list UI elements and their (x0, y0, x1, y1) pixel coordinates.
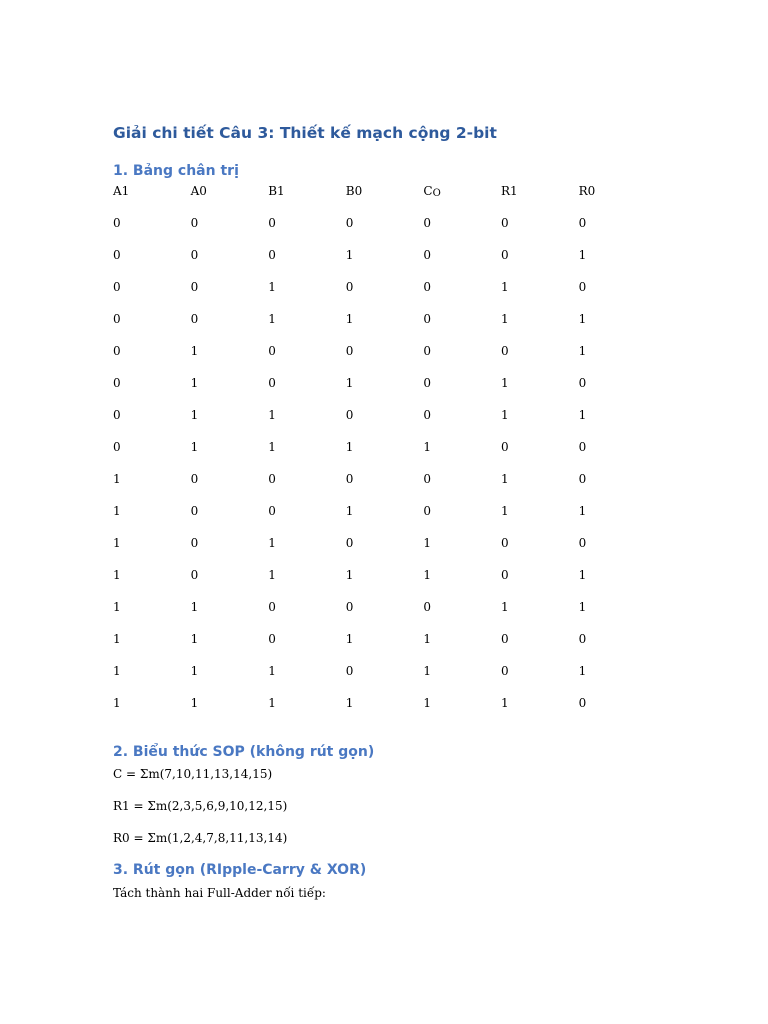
table-row (113, 344, 656, 376)
section-body-text: Tách thành hai Full-Adder nối tiếp: (113, 886, 326, 900)
table-cell: 0 (578, 472, 587, 486)
column-header-label: B0 (345, 184, 363, 198)
table-row (113, 696, 656, 728)
sop-expression-r1: R1 = Σm(2,3,5,6,9,10,12,15) (113, 799, 288, 813)
table-cell: 1 (268, 568, 276, 582)
table-cell: 1 (500, 504, 509, 518)
column-header (579, 184, 657, 216)
table-cell: 1 (345, 632, 354, 646)
column-header-label: R1 (500, 184, 518, 198)
table-cell: 0 (578, 536, 587, 550)
table-cell: 1 (113, 568, 121, 582)
table-cell: 1 (345, 376, 354, 390)
table-cell: 1 (113, 536, 121, 550)
document-title: Giải chi tiết Câu 3: Thiết kế mạch cộng 2-bit (113, 124, 497, 142)
table-cell: 1 (345, 696, 354, 710)
table-row (113, 248, 656, 280)
table-cell: 0 (500, 216, 509, 230)
table-cell: 1 (190, 632, 199, 646)
table-cell: 0 (268, 632, 276, 646)
table-cell: 1 (345, 504, 354, 518)
column-header (423, 184, 501, 216)
table-cell: 0 (500, 344, 509, 358)
column-header-label: C (423, 184, 433, 198)
table-cell: 0 (423, 344, 432, 358)
table-cell: 1 (345, 568, 354, 582)
table-cell: 1 (423, 664, 432, 678)
table-cell: 0 (113, 376, 121, 390)
table-cell: 0 (345, 664, 354, 678)
table-cell: 1 (500, 312, 509, 326)
table-cell: 1 (423, 696, 432, 710)
table-cell: 1 (190, 376, 199, 390)
table-cell: 1 (578, 408, 587, 422)
table-cell: 1 (113, 600, 121, 614)
table-cell: 1 (345, 440, 354, 454)
table-cell: 1 (113, 472, 121, 486)
table-cell: 1 (113, 504, 121, 518)
table-cell: 1 (268, 664, 276, 678)
table-cell: 1 (578, 344, 587, 358)
table-row (113, 472, 656, 504)
table-cell: 0 (113, 248, 121, 262)
table-cell: 0 (578, 632, 587, 646)
table-cell: 1 (268, 312, 276, 326)
section-heading-simplify: 3. Rút gọn (RIpple-Carry & XOR) (113, 862, 367, 878)
table-row (113, 216, 656, 248)
table-row (113, 408, 656, 440)
table-row (113, 504, 656, 536)
table-cell: 0 (423, 472, 432, 486)
table-cell: 0 (190, 472, 199, 486)
table-cell: 0 (423, 376, 432, 390)
table-cell: 1 (268, 696, 276, 710)
table-cell: 1 (190, 344, 199, 358)
table-cell: 1 (113, 664, 121, 678)
table-cell: 1 (578, 600, 587, 614)
table-cell: 1 (423, 568, 432, 582)
table-cell: 1 (190, 440, 199, 454)
table-cell: 1 (578, 568, 587, 582)
table-row (113, 568, 656, 600)
table-cell: 1 (578, 248, 587, 262)
table-cell: 1 (423, 632, 432, 646)
table-cell: 0 (268, 472, 276, 486)
table-cell: 0 (190, 568, 199, 582)
table-cell: 1 (190, 408, 199, 422)
table-cell: 0 (268, 344, 276, 358)
column-header (113, 184, 191, 216)
table-cell: 0 (113, 312, 121, 326)
table-cell: 1 (500, 472, 509, 486)
column-header-label: A1 (113, 184, 130, 198)
table-cell: 1 (190, 600, 199, 614)
table-row (113, 376, 656, 408)
table-cell: 0 (190, 280, 199, 294)
table-cell: 0 (345, 280, 354, 294)
table-cell: 1 (578, 312, 587, 326)
column-header-subscript: O (432, 188, 441, 199)
table-cell: 0 (268, 600, 276, 614)
truth-table-header (113, 184, 656, 216)
table-cell: 1 (190, 664, 199, 678)
table-cell: 0 (423, 312, 432, 326)
table-cell: 1 (500, 696, 509, 710)
table-cell: 1 (423, 536, 432, 550)
table-cell: 0 (190, 504, 199, 518)
table-row (113, 632, 656, 664)
column-header-label: R0 (578, 184, 596, 198)
table-cell: 1 (268, 536, 276, 550)
table-cell: 1 (500, 376, 509, 390)
table-row (113, 600, 656, 632)
table-cell: 0 (113, 408, 121, 422)
sop-expression-r0: R0 = Σm(1,2,4,7,8,11,13,14) (113, 831, 288, 845)
table-cell: 1 (345, 312, 354, 326)
table-cell: 0 (423, 248, 432, 262)
table-cell: 0 (578, 280, 587, 294)
table-cell: 0 (190, 312, 199, 326)
table-cell: 0 (500, 568, 509, 582)
table-cell: 0 (578, 376, 587, 390)
section-heading-sop: 2. Biểu thức SOP (không rút gọn) (113, 744, 375, 760)
table-cell: 1 (113, 696, 121, 710)
table-row (113, 280, 656, 312)
column-header (191, 184, 269, 216)
table-cell: 1 (113, 632, 121, 646)
table-cell: 1 (268, 440, 276, 454)
table-cell: 0 (113, 440, 121, 454)
table-row (113, 536, 656, 568)
column-header-label: A0 (190, 184, 207, 198)
table-cell: 0 (345, 472, 354, 486)
truth-table (113, 184, 656, 728)
table-cell: 1 (190, 696, 199, 710)
table-cell: 0 (268, 248, 276, 262)
table-cell: 0 (500, 440, 509, 454)
table-cell: 1 (578, 504, 587, 518)
table-cell: 0 (190, 536, 199, 550)
sop-expression-c: C = Σm(7,10,11,13,14,15) (113, 767, 273, 781)
table-cell: 1 (578, 664, 587, 678)
column-header (346, 184, 424, 216)
table-cell: 0 (423, 408, 432, 422)
table-cell: 0 (578, 440, 587, 454)
table-cell: 1 (268, 408, 276, 422)
table-cell: 1 (268, 280, 276, 294)
table-cell: 1 (345, 248, 354, 262)
table-row (113, 664, 656, 696)
table-row (113, 440, 656, 472)
table-cell: 0 (500, 248, 509, 262)
table-cell: 0 (345, 216, 354, 230)
table-cell: 0 (500, 664, 509, 678)
table-cell: 0 (268, 376, 276, 390)
table-cell: 0 (423, 504, 432, 518)
table-cell: 0 (423, 216, 432, 230)
column-header (268, 184, 346, 216)
table-cell: 1 (500, 280, 509, 294)
table-cell: 1 (500, 600, 509, 614)
section-heading-truth-table: 1. Bảng chân trị (113, 163, 239, 179)
table-cell: 0 (190, 248, 199, 262)
table-cell: 0 (268, 504, 276, 518)
table-cell: 0 (113, 280, 121, 294)
table-cell: 0 (578, 216, 587, 230)
table-cell: 0 (345, 408, 354, 422)
column-header-label: B1 (268, 184, 285, 198)
table-row (113, 312, 656, 344)
table-cell: 0 (345, 344, 354, 358)
table-cell: 0 (423, 600, 432, 614)
truth-table-header-row (113, 184, 656, 216)
table-cell: 0 (345, 600, 354, 614)
table-cell: 0 (345, 536, 354, 550)
table-cell: 0 (190, 216, 199, 230)
table-cell: 0 (113, 344, 121, 358)
table-cell: 0 (500, 632, 509, 646)
table-cell: 0 (113, 216, 121, 230)
table-cell: 0 (268, 216, 276, 230)
truth-table-body (113, 216, 656, 728)
table-cell: 0 (500, 536, 509, 550)
table-cell: 1 (500, 408, 509, 422)
table-cell: 0 (423, 280, 432, 294)
column-header (501, 184, 579, 216)
table-cell: 1 (423, 440, 432, 454)
table-cell: 0 (578, 696, 587, 710)
